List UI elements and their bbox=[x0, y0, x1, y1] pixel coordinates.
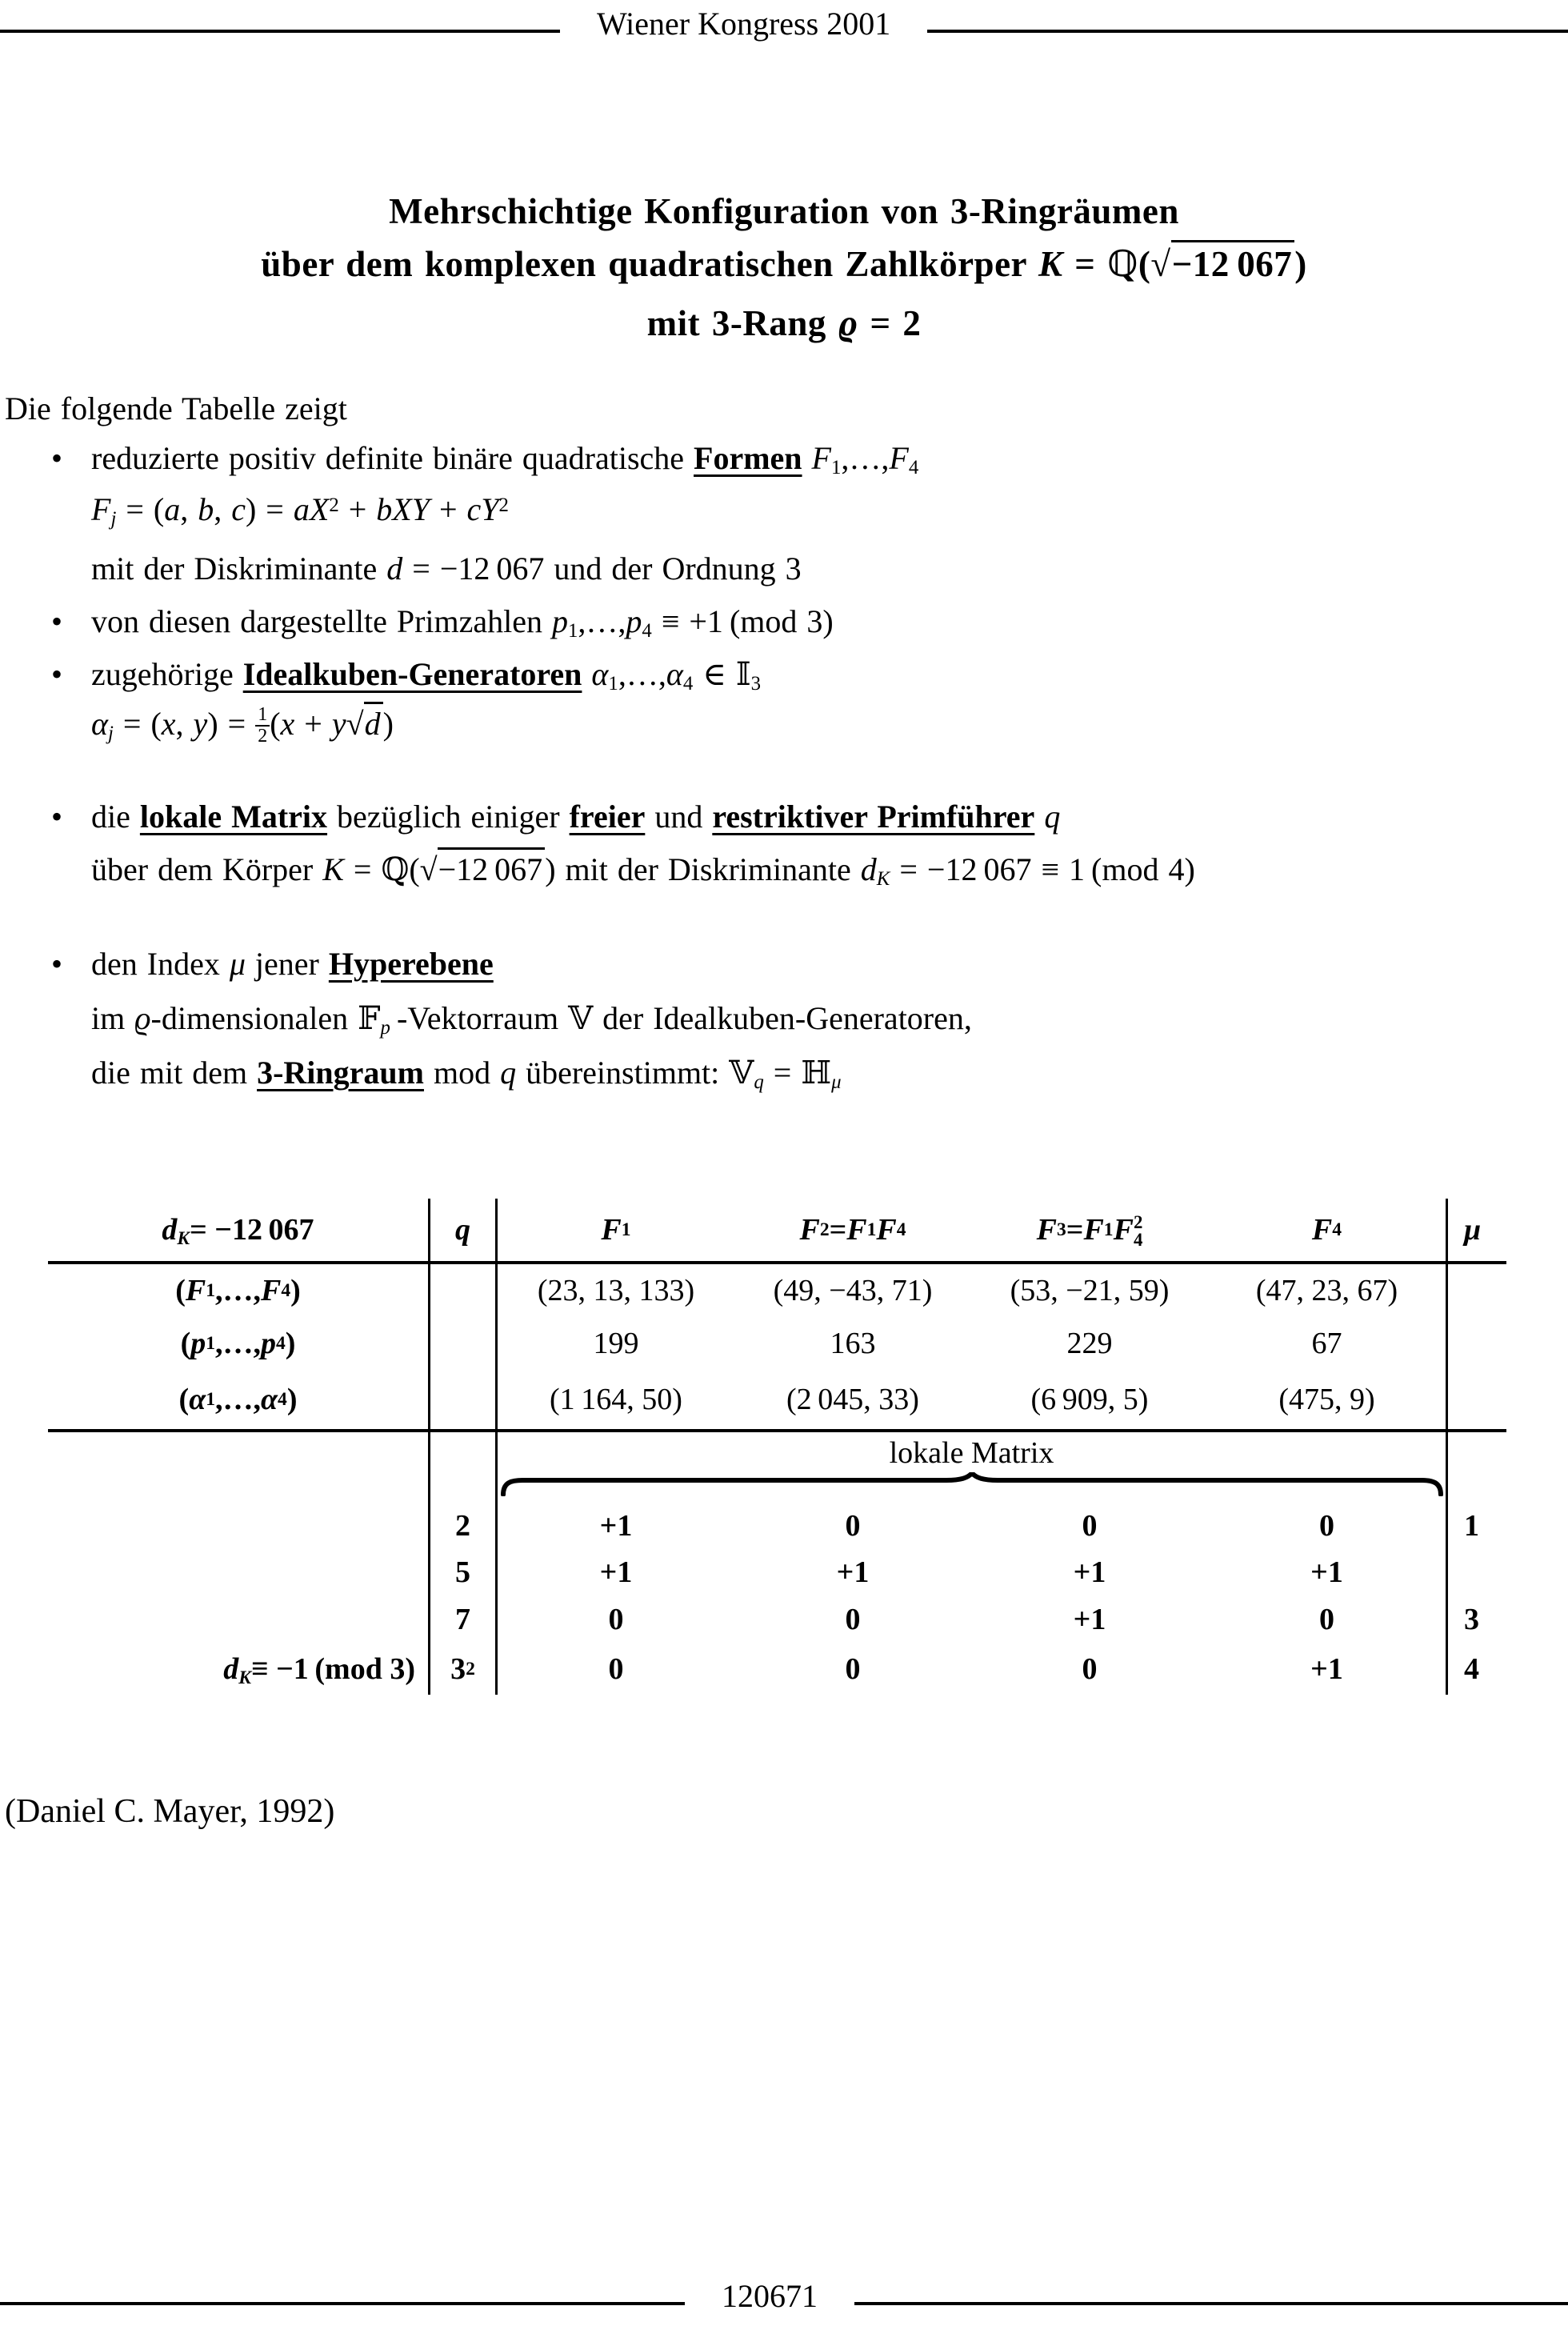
matrix-entry: 0 bbox=[845, 1509, 861, 1543]
table-cell-empty bbox=[428, 1317, 498, 1370]
matrix-entry: +1 bbox=[1310, 1555, 1343, 1589]
table-header-F2: F 2 = F 1 F 4 bbox=[734, 1199, 971, 1264]
matrix-entry: +1 bbox=[1073, 1555, 1106, 1589]
table-cell-empty bbox=[1446, 1264, 1506, 1317]
table-header-F1: F 1 bbox=[498, 1199, 734, 1264]
header-title: Wiener Kongress 2001 bbox=[597, 6, 891, 42]
table-cell-generator: (2 045, 33) bbox=[734, 1370, 971, 1432]
intro-text: Die folgende Tabelle zeigt bbox=[5, 390, 347, 426]
main-table bbox=[48, 1199, 1506, 1695]
table-cell-empty bbox=[428, 1432, 498, 1503]
table-header-F3: F 3 = F 1 F 2 4 bbox=[971, 1199, 1208, 1264]
table-cell-generator: (1 164, 50) bbox=[498, 1370, 734, 1432]
table-cell-empty bbox=[1446, 1432, 1506, 1503]
bullet-5-line-2: im ϱ-dimensionalen 𝔽$_p$ -Vektorraum 𝕍 der Idealkuben-Generatoren, bbox=[91, 1000, 972, 1039]
bullet-3-text: zugehörige Idealkuben-Generatoren $\alpha_1,\dots,\alpha_4$ ∈ 𝕀$_3$ bbox=[91, 656, 761, 695]
header-rule-right bbox=[927, 30, 1568, 33]
matrix-row-left-label bbox=[48, 1503, 428, 1549]
bullet-marker: • bbox=[51, 656, 63, 692]
table-cell-form: (23, 13, 133) bbox=[537, 1274, 695, 1307]
matrix-entry: +1 bbox=[836, 1555, 870, 1589]
bullet-1-line-1 bbox=[51, 438, 918, 478]
table-cell-form: (49, −43, 71) bbox=[773, 1274, 933, 1307]
lokale-matrix-span bbox=[498, 1432, 1446, 1503]
table-cell-empty bbox=[48, 1432, 428, 1503]
author-line: (Daniel C. Mayer, 1992) bbox=[5, 1793, 335, 1830]
table-header-q: q bbox=[428, 1199, 498, 1264]
title-line-3: mit 3-Rang ϱ = 2 bbox=[646, 303, 922, 343]
table-cell-empty bbox=[1446, 1317, 1506, 1370]
running-header bbox=[0, 5, 1568, 42]
matrix-entry: 0 bbox=[1319, 1509, 1334, 1543]
q-value: 7 bbox=[428, 1595, 498, 1643]
footer-rule-left bbox=[0, 2302, 685, 2305]
table-cell-generator: (6 909, 5) bbox=[971, 1370, 1208, 1432]
bullet-3-line-2: $\alpha_j = (x$, y) = $\frac{1}{2}$ (x + y√d) bbox=[91, 704, 394, 748]
bullet-marker: • bbox=[51, 799, 63, 835]
table-cell-prime: 163 bbox=[830, 1327, 876, 1360]
lokale-matrix-label: lokale Matrix bbox=[889, 1436, 1054, 1470]
q-value: 3 2 bbox=[428, 1643, 498, 1695]
table-cell-empty bbox=[428, 1370, 498, 1432]
overbrace-icon bbox=[500, 1472, 1444, 1496]
row-label-primes: ( p 1 ,…, p 4 ) bbox=[180, 1327, 296, 1360]
bullet-1-line-2: $F_j = (a$, b, $c) = aX^2$ + bXY + $cY^2$ bbox=[91, 491, 509, 530]
bullet-marker: • bbox=[51, 946, 63, 982]
matrix-entry: +1 bbox=[1310, 1652, 1343, 1686]
table-cell-prime: 199 bbox=[593, 1327, 639, 1360]
bullet-4-line-1 bbox=[51, 797, 1060, 837]
table-header-F4: F 4 bbox=[1208, 1199, 1446, 1264]
matrix-entry: 0 bbox=[1319, 1603, 1334, 1636]
q-value: 5 bbox=[428, 1549, 498, 1595]
mu-value: 4 bbox=[1446, 1643, 1506, 1695]
bullet-4-text: die lokale Matrix bezüglich einiger freier und restriktiver Primführer q bbox=[91, 799, 1061, 835]
running-footer bbox=[0, 2277, 1568, 2315]
mu-value: 3 bbox=[1446, 1595, 1506, 1643]
table-cell-form: (53, −21, 59) bbox=[1010, 1274, 1170, 1307]
bullet-1-line-3: mit der Diskriminante d = −12 067 und der Ordnung 3 bbox=[91, 550, 802, 587]
mu-value bbox=[1446, 1549, 1506, 1595]
matrix-entry: 0 bbox=[1082, 1509, 1098, 1543]
table-cell-generator: (475, 9) bbox=[1208, 1370, 1446, 1432]
matrix-entry: +1 bbox=[599, 1555, 633, 1589]
table-cell-prime: 229 bbox=[1066, 1327, 1113, 1360]
page-number: 120671 bbox=[722, 2278, 818, 2314]
table-cell-prime: 67 bbox=[1311, 1327, 1342, 1360]
matrix-entry: +1 bbox=[1073, 1603, 1106, 1636]
bullet-3-line-1 bbox=[51, 655, 761, 695]
mu-value: 1 bbox=[1446, 1503, 1506, 1549]
matrix-entry: 0 bbox=[608, 1652, 624, 1686]
table-cell-empty bbox=[428, 1264, 498, 1317]
matrix-row-left-label bbox=[48, 1595, 428, 1643]
matrix-entry: 0 bbox=[608, 1603, 624, 1636]
bullet-5-text: den Index μ jener Hyperebene bbox=[91, 946, 494, 982]
bullet-4-line-2: über dem Körper K = ℚ(√−12 067) mit der Diskriminante $d_K = -12$ 067 ≡ 1 (mod 4) bbox=[91, 850, 1195, 890]
bullet-5-line-1 bbox=[51, 944, 494, 984]
q-value: 2 bbox=[428, 1503, 498, 1549]
matrix-row-left-label-dk: $d_K$ ≡ −1 (mod 3) bbox=[223, 1652, 415, 1688]
bullet-5-line-3: die mit dem 3-Ringraum mod q übereinstimmt: 𝕍$_q$ = ℍ$_\mu$ bbox=[91, 1055, 842, 1094]
table-header-dk: $d_K$ = −12 067 bbox=[48, 1199, 428, 1264]
table-cell-empty bbox=[1446, 1370, 1506, 1432]
footer-rule-right bbox=[854, 2302, 1568, 2305]
matrix-entry: 0 bbox=[845, 1603, 861, 1636]
matrix-entry: 0 bbox=[1082, 1652, 1098, 1686]
table-cell-form: (47, 23, 67) bbox=[1255, 1274, 1398, 1307]
matrix-entry: +1 bbox=[599, 1509, 633, 1543]
bullet-marker: • bbox=[51, 603, 63, 639]
bullet-2-text: von diesen dargestellte Primzahlen $p_1,\dots,p_4 \equiv +1$ (mod 3) bbox=[91, 603, 834, 643]
bullet-marker: • bbox=[51, 440, 63, 476]
table-header-mu: μ bbox=[1446, 1199, 1506, 1264]
row-label-forms: ( F 1 ,…, F 4 ) bbox=[175, 1274, 301, 1307]
header-rule-left bbox=[0, 30, 560, 33]
bullet-2-line-1 bbox=[51, 602, 834, 642]
row-label-generators: ( α 1 ,…, α 4 ) bbox=[48, 1370, 428, 1432]
bullet-1-text: reduzierte positiv definite binäre quadratische Formen $F_1,\dots,F_4$ bbox=[91, 440, 919, 479]
matrix-row-left-label bbox=[48, 1549, 428, 1595]
matrix-entry: 0 bbox=[845, 1652, 861, 1686]
title-line-2: über dem komplexen quadratischen Zahlkörper K = ℚ(√−12 067) bbox=[0, 243, 1568, 285]
title-line-1: Mehrschichtige Konfiguration von 3-Ringräumen bbox=[389, 191, 1179, 231]
